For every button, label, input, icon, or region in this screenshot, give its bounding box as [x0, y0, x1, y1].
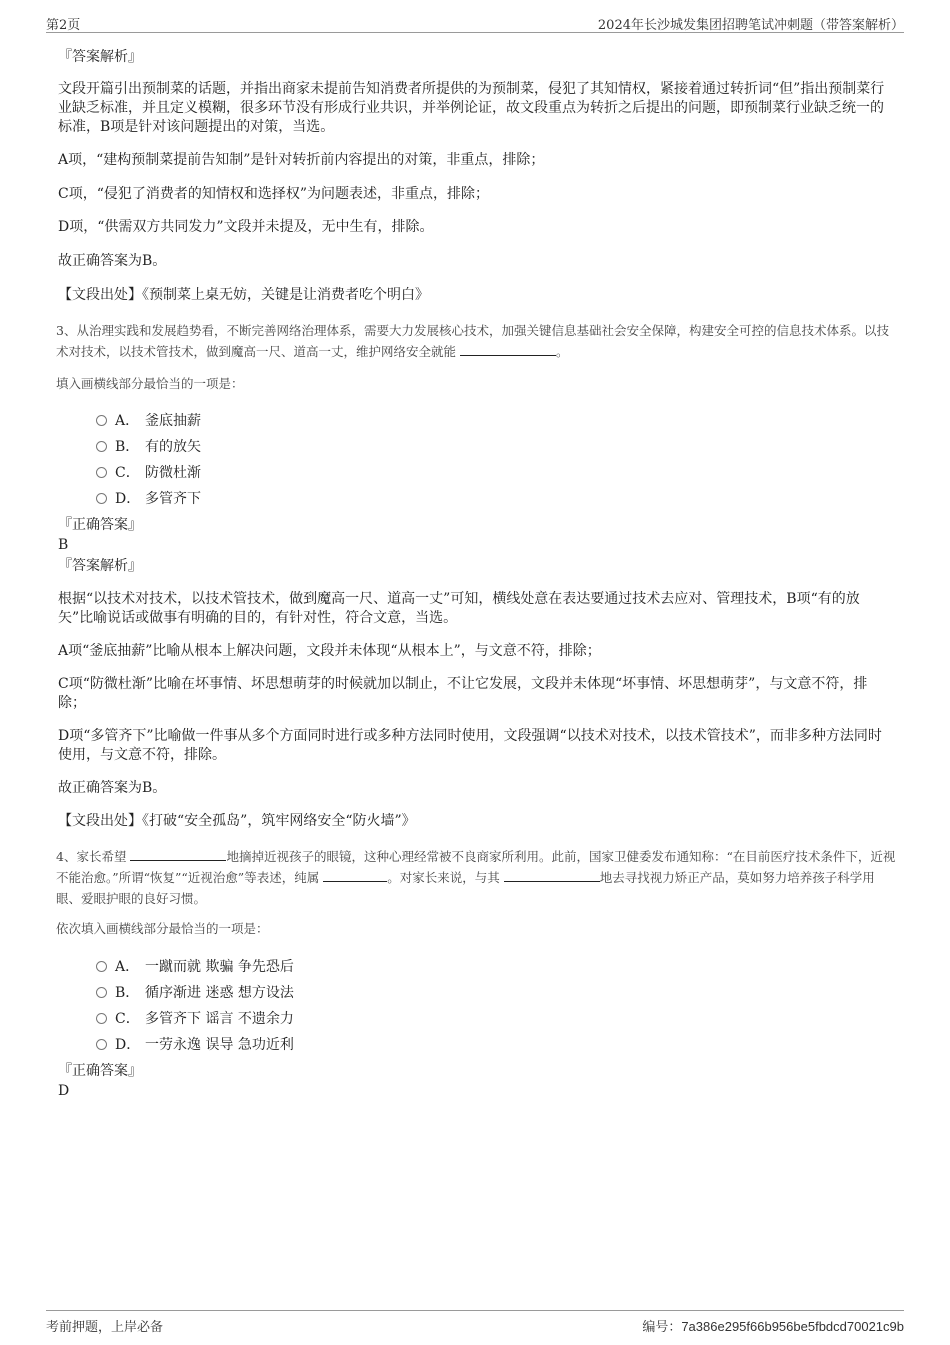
- q4-answer-label: 『正确答案』: [58, 1063, 142, 1079]
- q3-answer: B: [58, 537, 69, 553]
- q2-analysis-option-d: D项，“供需双方共同发力”文段并未提及，无中生有，排除。: [58, 219, 434, 235]
- q3-blank: [460, 341, 556, 356]
- q3-analysis-label: 『答案解析』: [58, 558, 142, 574]
- page-header: [46, 14, 904, 33]
- q2-source: 【文段出处】《预制菜上桌无妨，关键是让消费者吃个明白》: [58, 287, 429, 303]
- q4-option-a[interactable]: A． 一蹴而就 欺骗 争先恐后: [96, 956, 294, 976]
- page-footer: [46, 1310, 904, 1335]
- q3-option-d[interactable]: D． 多管齐下: [96, 488, 201, 508]
- q3-option-b[interactable]: B． 有的放矢: [96, 436, 201, 456]
- q2-analysis-option-a: A项，“建构预制菜提前告知制”是针对转折前内容提出的对策，非重点，排除；: [58, 152, 545, 168]
- document-code: 7a386e295f66b956be5fbdcd70021c9b: [681, 1319, 904, 1334]
- radio-icon[interactable]: [96, 961, 107, 972]
- q3-stem: 3、从治理实践和发展趋势看，不断完善网络治理体系，需要大力发展核心技术，加强关键信息基础社会安全保障，构建安全可控的信息技术体系。以技术对技术，以技术管技术，做到魔高一尺、道高一丈，维护网络安全就能 。: [56, 323, 889, 359]
- radio-icon[interactable]: [96, 415, 107, 426]
- page-number: 第2页: [46, 18, 81, 33]
- q3-answer-label: 『正确答案』: [58, 517, 142, 533]
- q2-analysis-paragraph: 文段开篇引出预制菜的话题，并指出商家未提前告知消费者所提供的为预制菜，侵犯了其知情权，紧接着通过转折词“但”指出预制菜行业缺乏标准，并且定义模糊，很多环节没有形成行业共识，并举例论证，故文段重点为转折之后提出的问题，即预制菜行业缺乏统一的标准，B项是针对该问题提出的对策，当选。: [58, 81, 885, 135]
- q4-prompt: 依次填入画横线部分最恰当的一项是：: [56, 921, 269, 936]
- q3-analysis-paragraph: 根据“以技术对技术，以技术管技术，做到魔高一尺、道高一丈”可知，横线处意在表达要通过技术去应对、管理技术，B项“有的放矢”比喻说话或做事有明确的目的，有针对性，符合文意，当选。: [58, 591, 860, 626]
- q3-option-a[interactable]: A． 釜底抽薪: [96, 410, 201, 430]
- q2-conclusion: 故正确答案为B。: [58, 253, 167, 269]
- radio-icon[interactable]: [96, 441, 107, 452]
- q4-blank-2: [323, 867, 387, 882]
- q2-analysis-option-c: C项，“侵犯了消费者的知情权和选择权”为问题表述，非重点，排除；: [58, 186, 490, 202]
- q3-analysis-option-a: A项“釜底抽薪”比喻从根本上解决问题，文段并未体现“从根本上”，与文意不符，排除；: [58, 643, 601, 659]
- q3-analysis-option-d: D项“多管齐下”比喻做一件事从多个方面同时进行或多种方法同时使用，文段强调“以技术对技术，以技术管技术”，而非多种方法同时使用，与文意不符，排除。: [58, 728, 882, 763]
- q4-option-d[interactable]: D． 一劳永逸 误导 急功近利: [96, 1034, 294, 1054]
- footer-code: 编号：7a386e295f66b956be5fbdcd70021c9b: [642, 1319, 904, 1335]
- q3-analysis-option-c: C项“防微杜渐”比喻在坏事情、坏思想萌芽的时候就加以制止，不让它发展，文段并未体现“坏事情、坏思想萌芽”，与文意不符，排除；: [58, 676, 868, 711]
- footer-slogan: 考前押题，上岸必备: [46, 1320, 164, 1335]
- radio-icon[interactable]: [96, 493, 107, 504]
- q3-prompt: 填入画横线部分最恰当的一项是：: [56, 376, 244, 391]
- q3-source: 【文段出处】《打破“安全孤岛”，筑牢网络安全“防火墙”》: [58, 813, 416, 829]
- q4-blank-3: [504, 867, 600, 882]
- q2-analysis-label: 『答案解析』: [58, 49, 142, 65]
- q4-answer: D: [58, 1083, 70, 1099]
- radio-icon[interactable]: [96, 1039, 107, 1050]
- radio-icon[interactable]: [96, 467, 107, 478]
- q4-option-b[interactable]: B． 循序渐进 迷惑 想方设法: [96, 982, 294, 1002]
- q4-option-c[interactable]: C． 多管齐下 谣言 不遗余力: [96, 1008, 294, 1028]
- radio-icon[interactable]: [96, 1013, 107, 1024]
- radio-icon[interactable]: [96, 987, 107, 998]
- q3-option-c[interactable]: C． 防微杜渐: [96, 462, 201, 482]
- document-title: 2024年长沙城发集团招聘笔试冲刺题（带答案解析）: [597, 18, 904, 33]
- q4-blank-1: [130, 846, 226, 861]
- q3-conclusion: 故正确答案为B。: [58, 780, 167, 796]
- q4-stem: 4、家长希望 地摘掉近视孩子的眼镜，这种心理经常被不良商家所利用。此前，国家卫健委发布通知称：“在目前医疗技术条件下，近视不能治愈。”所谓“恢复”“近视治愈”等表述，纯属 。对家长来说，与其 地去寻找视力矫正产品，莫如努力培养孩子科学用眼、爱眼护眼的良好习惯。: [56, 846, 896, 909]
